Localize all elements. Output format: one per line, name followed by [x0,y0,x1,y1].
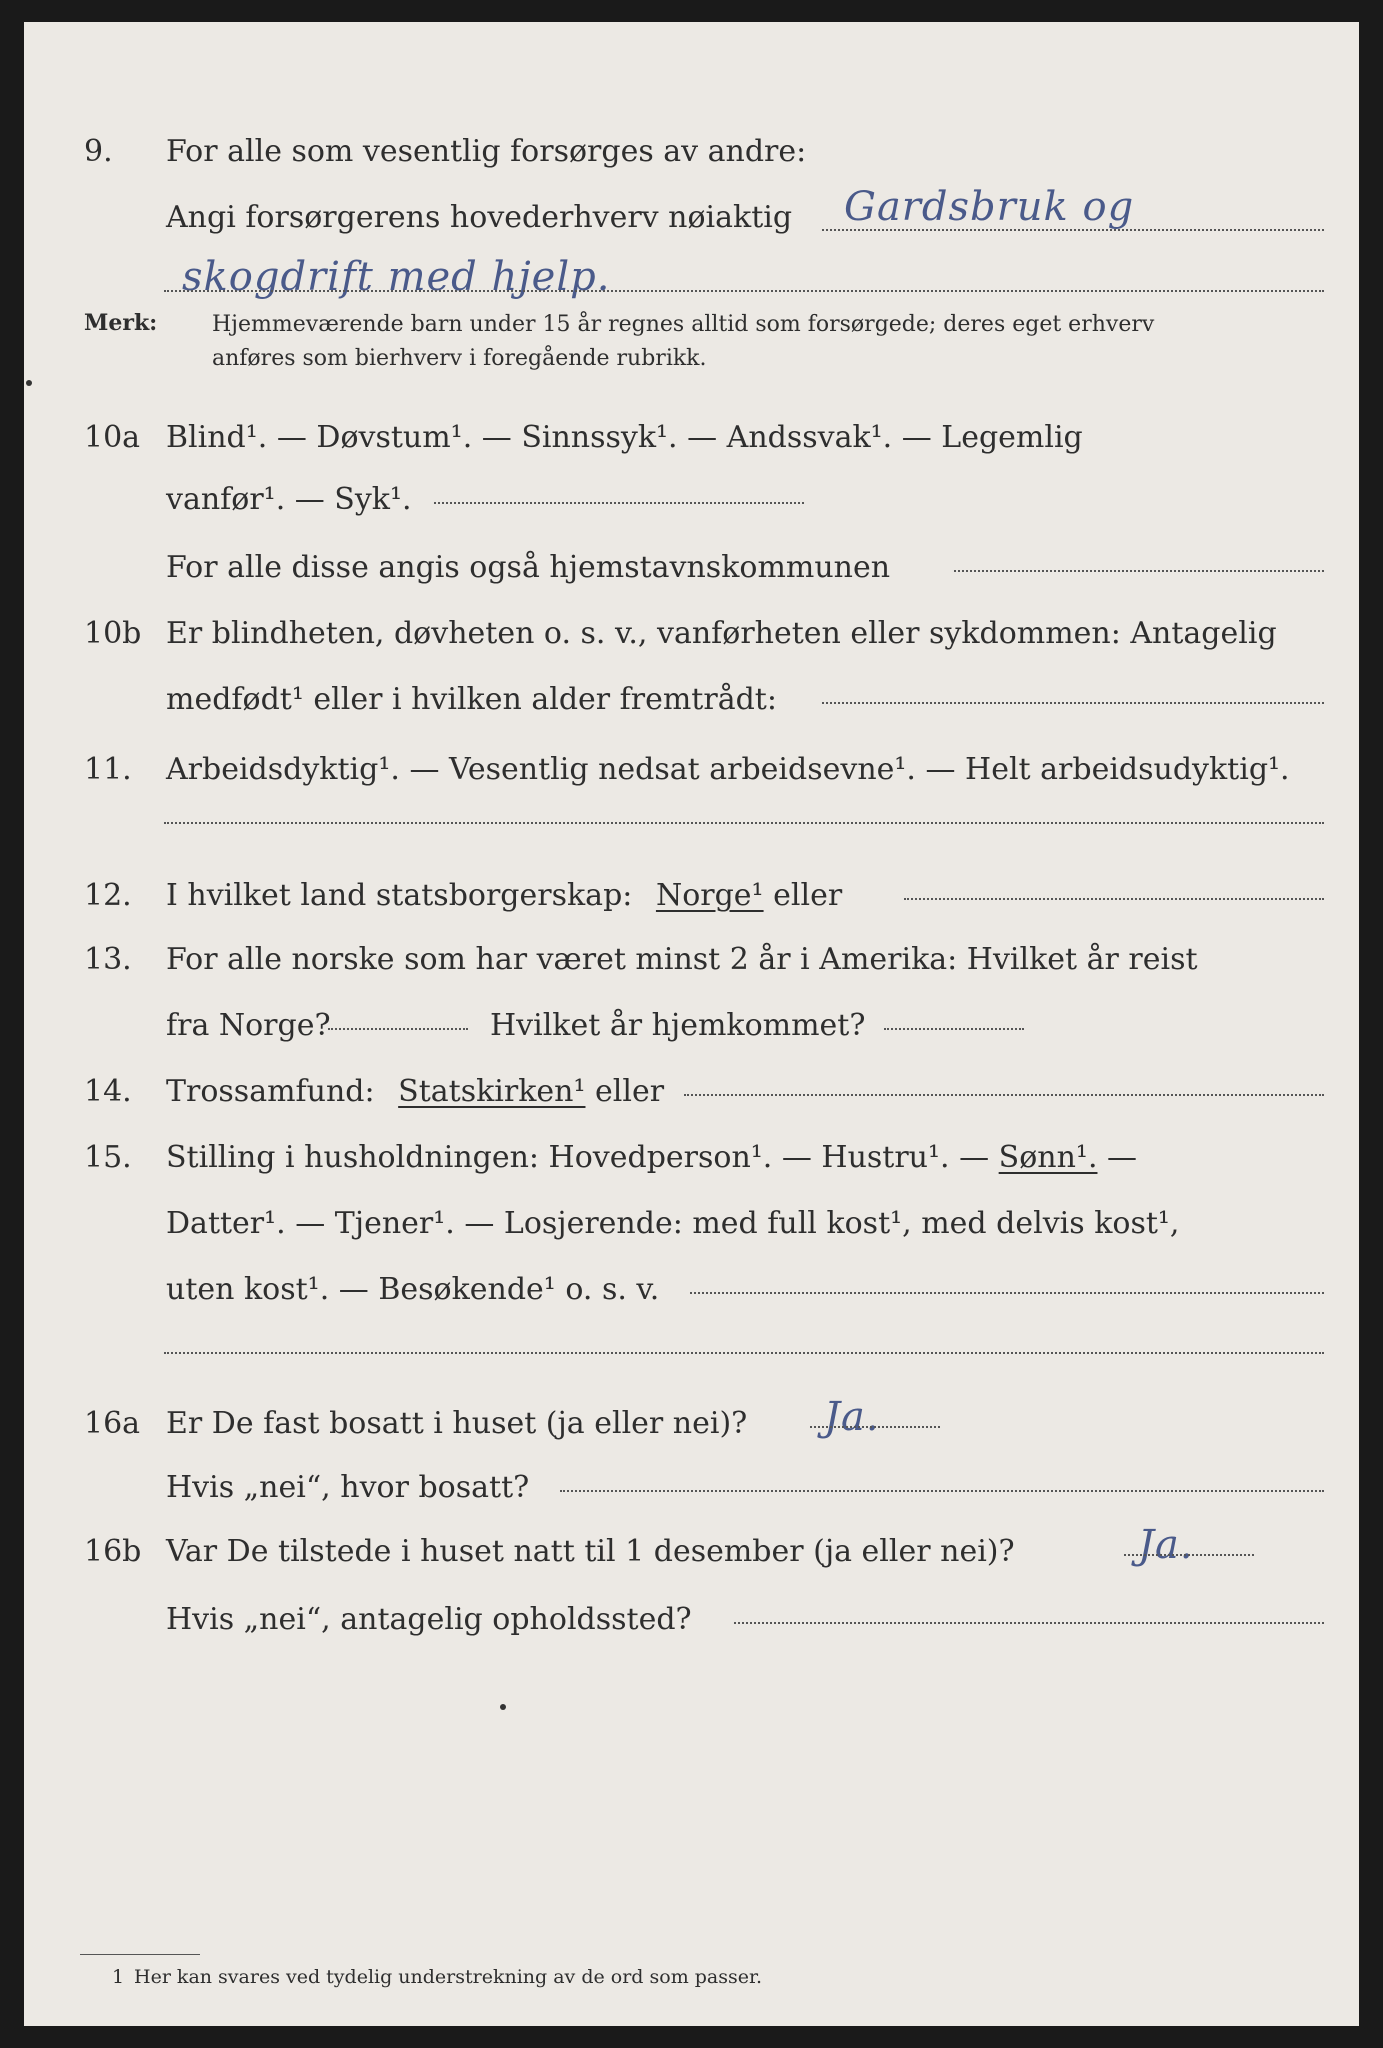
q14-line [166,1074,664,1109]
q13-line1: For alle norske som har været minst 2 år i Amerika: Hvilket år reist [166,942,1198,977]
q15-line2: Datter¹. — Tjener¹. — Losjerende: med full kost¹, med delvis kost¹, [166,1206,1180,1241]
q10b-number: 10b [84,616,142,651]
q10b-line1: Er blindheten, døvheten o. s. v., vanførheten eller sykdommen: Antagelig [166,616,1277,651]
merk-label: Merk: [84,310,158,336]
q9-number: 9. [84,134,113,169]
q11-number: 11. [84,752,132,787]
q9-answer-line2: skogdrift med hjelp. [182,254,611,300]
q14-text-a: Trossamfund: [166,1074,375,1109]
q10a-rule2 [954,570,1324,572]
q15-line1 [166,1140,1137,1175]
q10a-number: 10a [84,420,141,455]
q13-rule1 [328,1028,468,1030]
q16b-answer-rule [1124,1554,1254,1556]
q16a-line2: Hvis „nei“, hvor bosatt? [166,1470,530,1505]
q13-number: 13. [84,942,132,977]
q12-rule [904,898,1324,900]
q13-rule2 [884,1028,1024,1030]
q15-number: 15. [84,1140,132,1175]
q15-line1a: Stilling i husholdningen: Hovedperson¹. — Hustru¹. — [166,1140,990,1175]
q15-rule2 [164,1352,1324,1354]
q16b-line2: Hvis „nei“, antagelig opholdssted? [166,1602,692,1637]
q11-rule [164,822,1324,824]
stray-dot [26,380,32,386]
q15-line3: uten kost¹. — Besøkende¹ o. s. v. [166,1272,660,1307]
q16b-line1: Var De tilstede i huset natt til 1 desember (ja eller nei)? [166,1534,1015,1569]
q10b-line2: medfødt¹ eller i hvilken alder fremtrådt: [166,682,777,717]
q12-norge-underlined: Norge¹ [655,878,764,913]
q16b-answer: Ja. [1138,1522,1194,1568]
footnote-rule [80,1954,200,1955]
q10a-line2: vanfør¹. — Syk¹. [166,482,412,517]
q16a-answer-rule [810,1426,940,1428]
q12-line [166,878,842,913]
q15-line1c: — [1107,1140,1138,1175]
q10b-rule [822,702,1324,704]
footnote-mark: 1 [112,1966,125,1988]
q16a-rule [560,1490,1324,1492]
merk-line2: anføres som bierhverv i foregående rubrikk. [212,346,707,371]
q12-number: 12. [84,878,132,913]
stray-dot [500,1704,506,1710]
q12-text-a: I hvilket land statsborgerskap: [166,878,633,913]
q16a-answer: Ja. [824,1394,880,1440]
q13-line2b: Hvilket år hjemkommet? [490,1008,866,1043]
footnote-text: Her kan svares ved tydelig understrekning av de ord som passer. [134,1966,763,1988]
q9-answer-rule1 [822,229,1324,231]
q13-line2a: fra Norge? [166,1008,331,1043]
q15-sonn-underlined: Sønn¹. [998,1140,1098,1175]
q14-number: 14. [84,1074,132,1109]
q9-answer-line1: Gardsbruk og [844,184,1135,230]
q9-line2: Angi forsørgerens hovederhverv nøiaktig [166,200,793,235]
q14-text-c: eller [595,1074,665,1109]
q16a-line1: Er De fast bosatt i huset (ja eller nei)? [166,1406,748,1441]
census-form-page [24,22,1359,2026]
q16b-number: 16b [84,1534,142,1569]
q12-text-c: eller [773,878,843,913]
q14-rule [684,1094,1324,1096]
q16a-number: 16a [84,1406,141,1441]
merk-line1: Hjemmeværende barn under 15 år regnes alltid som forsørgede; deres eget erhverv [212,312,1155,337]
q10a-rule1 [434,502,804,504]
q10a-line1: Blind¹. — Døvstum¹. — Sinnssyk¹. — Andssvak¹. — Legemlig [166,420,1083,455]
q11-line1: Arbeidsdyktig¹. — Vesentlig nedsat arbeidsevne¹. — Helt arbeidsudyktig¹. [166,752,1290,787]
q9-line1: For alle som vesentlig forsørges av andre: [166,134,807,169]
q16b-rule [734,1622,1324,1624]
q10a-line3: For alle disse angis også hjemstavnskommunen [166,550,891,585]
q14-statskirken-underlined: Statskirken¹ [398,1074,586,1109]
q15-rule1 [690,1292,1324,1294]
q9-answer-rule2 [164,290,1324,292]
